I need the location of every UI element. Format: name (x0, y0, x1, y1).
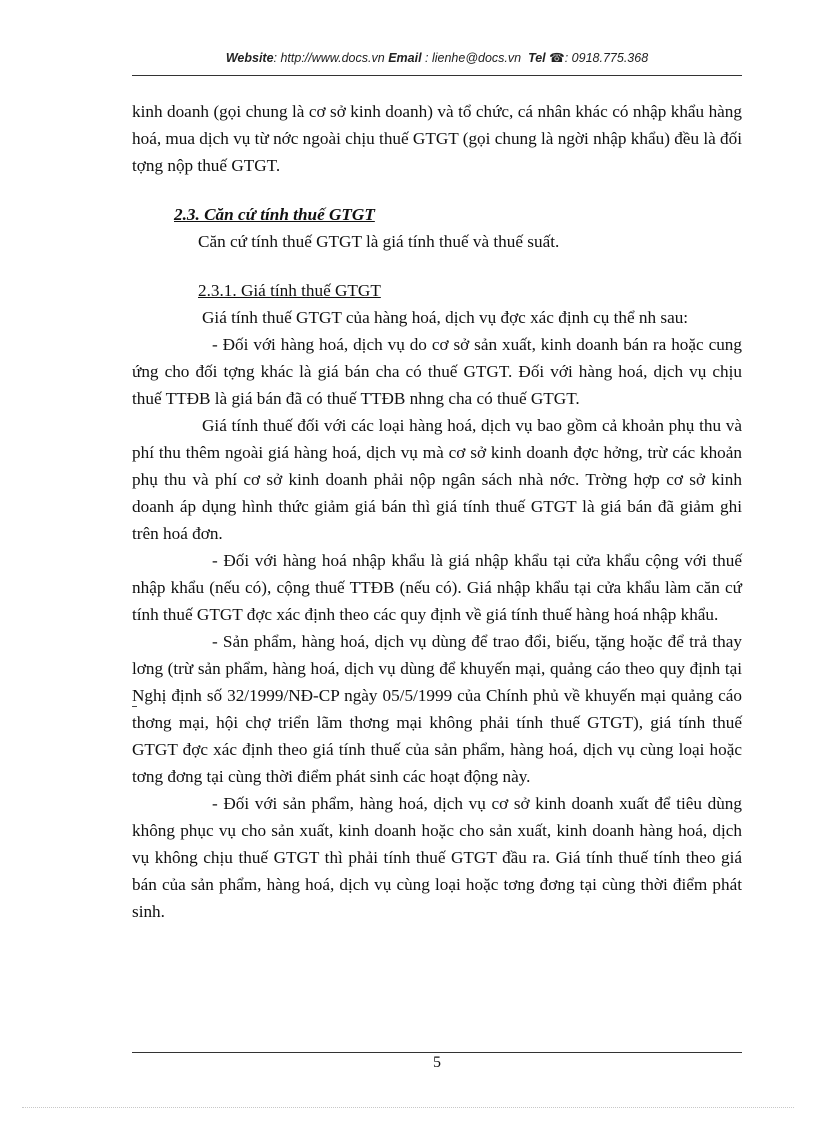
footer-divider (132, 1052, 742, 1053)
subsection-heading: 2.3.1. Giá tính thuế GTGT (198, 281, 381, 300)
email-label: Email (388, 51, 422, 65)
email-value: : lienhe@docs.vn (425, 51, 522, 65)
tel-value: : 0918.775.368 (564, 51, 649, 65)
margin-mark (132, 706, 137, 707)
page-number: 5 (433, 1054, 441, 1071)
paragraph-basis: Căn cứ tính thuế GTGT là giá tính thuế và thuế suất. (198, 232, 560, 251)
paragraph-domestic-goods: - Đối với hàng hoá, dịch vụ do cơ sở sản xuất, kinh doanh bán ra hoặc cung ứng cho đối tợng khác là giá bán cha có thuế GTGT. Đối với hàng hoá, dịch vụ chịu thuế TTĐB là giá bán đã có thuế TTĐB nhng cha có thuế GTGT. (132, 335, 742, 408)
header-divider (132, 75, 742, 76)
document-body (132, 98, 742, 925)
paragraph-price-definition: Giá tính thuế GTGT của hàng hoá, dịch vụ đợc xác định cụ thể nh sau: (202, 308, 689, 327)
paragraph-intro: kinh doanh (gọi chung là cơ sở kinh doanh) và tổ chức, cá nhân khác có nhập khẩu hàng hoá, mua dịch vụ từ nớc ngoài chịu thuế GTGT (gọi chung là ngời nhập khẩu) đều là đối tợng nộp thuế GTGT. (132, 102, 742, 175)
page-header (132, 50, 742, 65)
paragraph-internal-use: - Đối với sản phẩm, hàng hoá, dịch vụ cơ sở kinh doanh xuất để tiêu dùng không phục vụ cho sản xuất, kinh doanh hoặc cho sản xuất, kinh doanh hàng hoá, dịch vụ không chịu thuế GTGT thì phải tính thuế GTGT đầu ra. Giá tính thuế tính theo giá bán của sản phẩm, hàng hoá, dịch vụ cùng loại hoặc tơng đơng tại cùng thời điểm phát sinh. (132, 794, 742, 921)
paragraph-imported-goods: - Đối với hàng hoá nhập khẩu là giá nhập khẩu tại cửa khẩu cộng với thuế nhập khẩu (nếu có), cộng thuế TTĐB (nếu có). Giá nhập khẩu tại cửa khẩu làm căn cứ tính thuế GTGT đợc xác định theo các quy định về giá tính thuế hàng hoá nhập khẩu. (132, 551, 742, 624)
website-label: Website (225, 51, 274, 65)
tel-label: Tel (528, 51, 546, 65)
paragraph-surcharges: Giá tính thuế đối với các loại hàng hoá, dịch vụ bao gồm cả khoản phụ thu và phí thu thêm ngoài giá hàng hoá, dịch vụ mà cơ sở kinh doanh đợc hởng, trừ các khoản phụ thu và phí cơ sở kinh doanh phải nộp ngân sách nhà nớc. Trờng hợp cơ sở kinh doanh áp dụng hình thức giảm giá bán thì giá tính thuế GTGT là giá bán đã giảm ghi trên hoá đơn. (132, 416, 742, 543)
paragraph-exchange-goods: - Sản phẩm, hàng hoá, dịch vụ dùng để trao đổi, biếu, tặng hoặc để trả thay lơng (trừ sản phẩm, hàng hoá, dịch vụ dùng để khuyến mại, quảng cáo theo quy định tại Nghị định số 32/1999/NĐ-CP ngày 05/5/1999 của Chính phủ về khuyến mại quảng cáo thơng mại, hội chợ triển lãm thơng mại không phải tính thuế GTGT), giá tính thuế GTGT đợc xác định theo giá tính thuế của sản phẩm, hàng hoá, dịch vụ cùng loại hoặc tơng đơng tại cùng thời điểm phát sinh các hoạt động này. (132, 632, 742, 786)
page-edge-dots (22, 1107, 794, 1108)
website-value: : http://www.docs.vn (273, 51, 385, 65)
section-heading: 2.3. Căn cứ tính thuế GTGT (174, 205, 375, 224)
telephone-icon: ☎ (549, 51, 565, 65)
